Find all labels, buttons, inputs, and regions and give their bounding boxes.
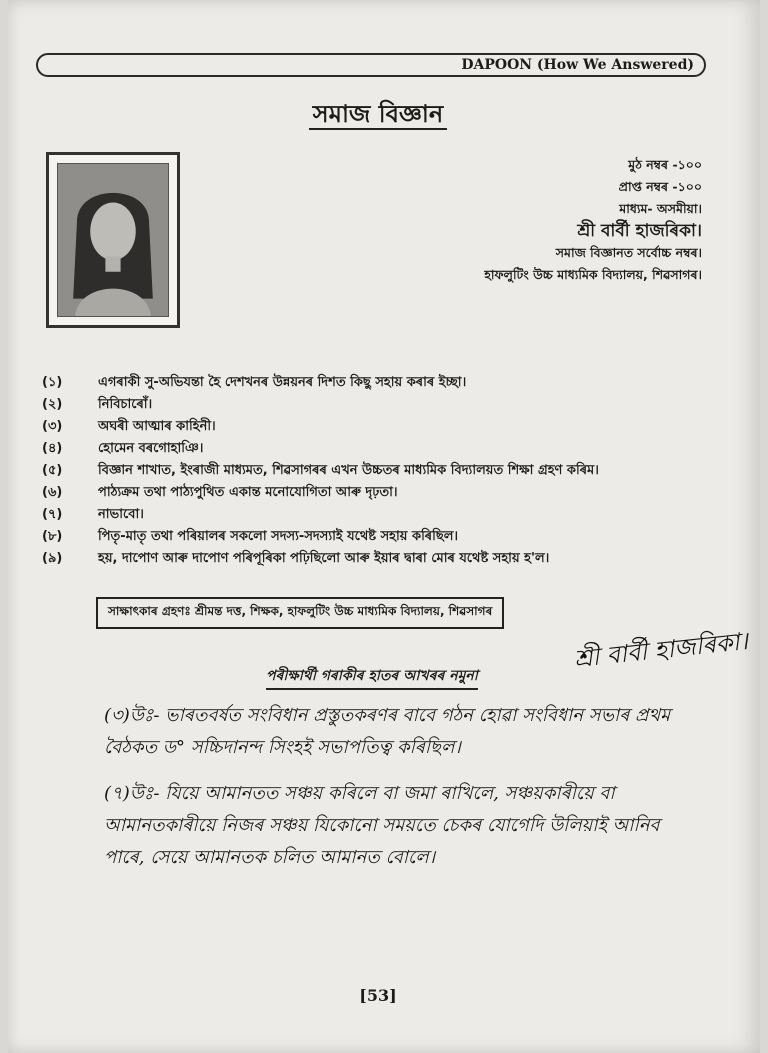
answer-text: বিজ্ঞান শাখাত, ইংৰাজী মাধ্যমত, শিৱসাগৰৰ এখন উচ্চতৰ মাধ্যমিক বিদ্যালয়ত শিক্ষা গ্ৰহণ কৰিম। bbox=[98, 463, 599, 478]
answer-number: (৭) bbox=[42, 507, 63, 522]
school-name: হাফলুটিং উচ্চ মাধ্যমিক বিদ্যালয়, শিৱসাগৰ। bbox=[484, 267, 702, 282]
answers-list bbox=[42, 372, 682, 570]
answer-number: (৮) bbox=[42, 529, 63, 544]
page bbox=[8, 0, 760, 1053]
answer-item bbox=[42, 394, 682, 416]
answer-text: অঘৰী আত্মাৰ কাহিনী। bbox=[98, 419, 216, 434]
answer-number: (১) bbox=[42, 375, 63, 390]
answer-item bbox=[42, 548, 682, 570]
answer-text: এগৰাকী সু-অভিযন্তা হৈ দেশখনৰ উন্নয়নৰ দিশত কিছু সহায় কৰাৰ ইচ্ছা। bbox=[98, 375, 467, 390]
obtained-marks: প্ৰাপ্ত নম্বৰ -১০০ bbox=[618, 179, 702, 194]
page-number: [53] bbox=[359, 986, 397, 1005]
handwriting-sample bbox=[104, 700, 684, 888]
answer-item bbox=[42, 504, 682, 526]
answer-item bbox=[42, 482, 682, 504]
portrait-image bbox=[58, 164, 168, 316]
title-text: সমাজ বিজ্ঞান bbox=[309, 100, 447, 130]
interview-box bbox=[96, 597, 504, 629]
answer-text: হয়, দাপোণ আৰু দাপোণ পৰিপূৰিকা পঢ়িছিলো আৰু ইয়াৰ দ্বাৰা মোৰ যথেষ্ট সহায় হ'ল। bbox=[98, 551, 550, 566]
answer-number: (৯) bbox=[42, 551, 63, 566]
answer-number: (৫) bbox=[42, 463, 63, 478]
answer-text: পিতৃ-মাতৃ তথা পৰিয়ালৰ সকলো সদস্য-সদস্যাই যথেষ্ট সহায় কৰিছিল। bbox=[98, 529, 459, 544]
answer-text: হোমেন বৰগোহাঞি। bbox=[98, 441, 204, 456]
page-title bbox=[8, 96, 748, 136]
full-marks: মুঠ নম্বৰ -১০০ bbox=[628, 157, 702, 172]
answer-text: নিবিচাৰোঁ। bbox=[98, 397, 153, 412]
handwriting-paragraph: (৭)উঃ- যিয়ে আমানতত সঞ্চয় কৰিলে বা জমা ৰাখিলে, সঞ্চয়কাৰীয়ে বা আমানতকাৰীয়ে নিজৰ সঞ্চয় যিকোনো সময়তে চেকৰ যোগেদি উলিয়াই আনিব পাৰে, সেয়ে আমানতক চলিত আমানত বোলে। bbox=[104, 783, 660, 868]
answer-item bbox=[42, 438, 682, 460]
student-name: শ্ৰী বাৰ্বী হাজৰিকা। bbox=[577, 221, 702, 241]
answer-number: (৬) bbox=[42, 485, 63, 500]
answer-text: নাভাবো। bbox=[98, 507, 144, 522]
header-bar bbox=[36, 53, 706, 77]
answer-text: পাঠ্যক্ৰম তথা পাঠ্যপুথিত একান্ত মনোযোগিতা আৰু দৃঢ়তা। bbox=[98, 485, 398, 500]
photo-portrait bbox=[57, 163, 169, 317]
signature: শ্ৰী বাৰ্বী হাজৰিকা। bbox=[572, 626, 750, 674]
answer-item bbox=[42, 416, 682, 438]
answer-item bbox=[42, 526, 682, 548]
achievement: সমাজ বিজ্ঞানত সৰ্বোচ্চ নম্বৰ। bbox=[555, 245, 702, 260]
header-text: DAPOON (How We Answered) bbox=[461, 57, 694, 73]
answer-number: (৩) bbox=[42, 419, 63, 434]
answer-item bbox=[42, 372, 682, 394]
student-info bbox=[484, 154, 702, 286]
handwriting-sample-heading: পৰীক্ষাৰ্থী গৰাকীৰ হাতৰ আখৰৰ নমুনা bbox=[266, 664, 478, 690]
answer-number: (৪) bbox=[42, 441, 63, 456]
answer-number: (২) bbox=[42, 397, 63, 412]
student-photo bbox=[46, 152, 180, 328]
interview-label: সাক্ষাৎকাৰ গ্ৰহণঃ bbox=[108, 604, 191, 618]
answer-item bbox=[42, 460, 682, 482]
interview-value: শ্ৰীমন্ত দত্ত, শিক্ষক, হাফলুটিং উচ্চ মাধ্যমিক বিদ্যালয়, শিৱসাগৰ bbox=[194, 604, 493, 618]
medium: মাধ্যম- অসমীয়া। bbox=[619, 201, 702, 216]
handwriting-paragraph: (৩)উঃ- ভাৰতবৰ্ষত সংবিধান প্ৰস্তুতকৰণৰ বাবে গঠন হোৱা সংবিধান সভাৰ প্ৰথম বৈঠকত ড° সচ্চিদানন্দ সিংহই সভাপতিত্ব কৰিছিল। bbox=[104, 705, 671, 758]
